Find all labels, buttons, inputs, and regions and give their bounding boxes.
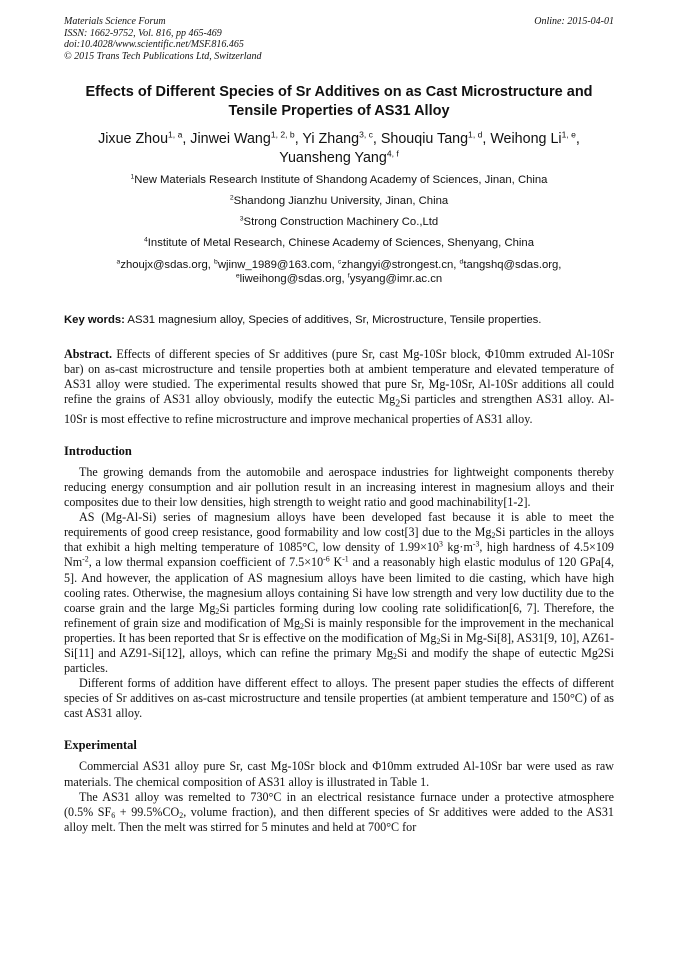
text-run: AS (Mg-Al-Si) series of magnesium alloys have been developed fast because it is able to meet the requirements of good creep resistance, good formability and low cost[3] due to the Mg [64, 510, 614, 540]
affiliation-number: 4 [144, 236, 148, 244]
author-name: Jinwei Wang [190, 131, 271, 147]
email-marker: c [337, 258, 342, 266]
text-run: , high hardness of 4.5×109 Nm [64, 540, 614, 570]
body-paragraph [64, 510, 614, 676]
email-address: tangshq@sdas.org, [463, 259, 562, 271]
text-run: Si particles and strengthen AS31 alloy. Al-10Sr is most effective to refine microstructure and improve mechanical properties of AS31 alloy. [64, 392, 614, 426]
subscript: 2 [393, 651, 397, 661]
doi-line: doi:10.4028/www.scientific.net/MSF.816.465 [64, 39, 244, 50]
text-run: , a low thermal expansion coefficient of 7.5×10 [88, 555, 324, 570]
text-run: , volume fraction), and then different species of Sr additives were added to the AS31 alloy melt. Then the melt was stirred for 5 minutes and held at 700°C for [64, 804, 614, 834]
keywords-label: Key words: [64, 314, 125, 326]
superscript: -3 [472, 539, 480, 549]
author-separator: , [294, 131, 303, 147]
text-run: K [329, 555, 343, 570]
email-address: ysyang@imr.ac.cn [349, 273, 443, 285]
abstract [64, 347, 614, 427]
superscript: -6 [323, 554, 330, 564]
section-heading: Introduction [64, 443, 132, 458]
superscript: 3 [439, 539, 443, 549]
email-address: zhoujx@sdas.org, [120, 259, 215, 271]
affiliation-list [64, 174, 614, 250]
affiliation-text: New Materials Research Institute of Shandong Academy of Sciences, Jinan, China [134, 174, 548, 186]
superscript: -1 [342, 554, 349, 564]
text-run: Si in Mg-Si[8], AS31[9, 10], AZ61-Si[11] and AZ91-Si[12], alloys, which can refine the primary Mg [64, 630, 614, 660]
email-marker: e [235, 272, 240, 280]
email-marker: b [214, 258, 218, 266]
affiliation-number: 1 [130, 173, 135, 181]
keywords [64, 313, 614, 327]
subscript: 2 [491, 531, 496, 541]
author-separator: , [575, 131, 580, 147]
author-list [64, 130, 614, 168]
email-address: wjinw_1989@163.com, [217, 259, 338, 271]
author-affil-marker: 1, d [468, 129, 483, 140]
author-affil-marker: 1, e [561, 129, 576, 140]
body-sections [64, 444, 614, 835]
author-name: Jixue Zhou [98, 131, 169, 147]
author-name: Yi Zhang [302, 131, 360, 147]
text-run: Si particles forming during low cooling rate solidification[6, 7]. Therefore, the refinement of grain size and modification of Mg [64, 600, 614, 630]
text-run: Si particles in the alloys that exhibit a high melting temperature of 1085°C, low density of 1.99×10 [64, 525, 614, 555]
text-run: Si and modify the shape of eutectic Mg2Si particles. [64, 646, 614, 676]
email-address: liweihong@sdas.org, [239, 273, 348, 285]
text-run: Effects of different species of Sr additives (pure Sr, cast Mg-10Sr block, Φ10mm extruded Al-10Sr bar) on as-cast microstructure and tensile properties both at ambient temperature and elevated temperature of AS31 alloy were studied. The experimental results showed that pure Sr, Mg-10Sr, Al-10Sr additions all could refine the grains of AS31 alloy obviously, modify the eutectic Mg [64, 347, 614, 407]
subscript: 2 [215, 606, 220, 616]
paper-title: Effects of Different Species of Sr Additives on as Cast Microstructure and Tensile Properties of AS31 Alloy [85, 84, 593, 119]
author-affil-marker: 1, 2, b [270, 129, 295, 140]
author-name: Weihong Li [490, 131, 562, 147]
superscript: -2 [82, 554, 89, 564]
author-affil-marker: 4, f [386, 148, 399, 159]
keywords-text: AS31 magnesium alloy, Species of additives, Sr, Microstructure, Tensile properties. [124, 314, 542, 326]
affiliation [64, 174, 614, 187]
author-name: Yuansheng Yang [279, 150, 387, 166]
subscript: 6 [111, 810, 116, 820]
text-run: The AS31 alloy was remelted to 730°C in an electrical resistance furnace under a protective atmosphere (0.5% SF [64, 789, 614, 819]
body-paragraph [64, 676, 614, 721]
email-list [64, 258, 614, 286]
affiliation-text: Strong Construction Machinery Co.,Ltd [243, 216, 439, 228]
affiliation [64, 195, 614, 208]
affiliation [64, 216, 614, 229]
author-affil-marker: 3, c [359, 129, 373, 140]
abstract-label: Abstract. [64, 347, 113, 361]
subscript: 2 [179, 810, 184, 820]
author-affil-marker: 1, a [168, 129, 183, 140]
author-name: Shouqiu Tang [380, 131, 469, 147]
affiliation-text: Shandong Jianzhu University, Jinan, China [233, 195, 449, 207]
email-marker: a [116, 258, 121, 266]
text-run: Commercial AS31 alloy pure Sr, cast Mg-10Sr block and Φ10mm extruded Al-10Sr bar were used as raw materials. The chemical composition of AS31 alloy is illustrated in Table 1. [64, 759, 614, 789]
text-run: and a reasonably high elastic modulus of 120 GPa[4, 5]. And however, the application of AS magnesium alloys have been limited to die casting, which have high cooling rates. Otherwise, the magnesium alloys containing Si have low strength and very low ductility due to the coarse grain and the large Mg [64, 555, 614, 615]
text-run: + 99.5%CO [115, 804, 180, 819]
text-run: Different forms of addition have different effect to alloys. The present paper studies the effects of different species of Sr additives on as-cast microstructure and tensile properties (at ambient temperature and 150°C) of as cast AS31 alloy. [64, 676, 614, 721]
text-run: Si is mainly responsible for the improvement in the mechanical properties. It has been reported that Sr is effective on the modification of Mg [64, 615, 615, 645]
body-paragraph [64, 790, 614, 835]
body-paragraph [64, 465, 614, 510]
affiliation-text: Institute of Metal Research, Chinese Academy of Sciences, Shenyang, China [147, 237, 534, 249]
journal-name: Materials Science Forum [64, 16, 166, 27]
author-separator: , [482, 131, 491, 147]
copyright-line: © 2015 Trans Tech Publications Ltd, Switzerland [64, 50, 262, 62]
online-date: Online: 2015-04-01 [534, 16, 614, 27]
body-paragraph [64, 759, 614, 789]
section-heading: Experimental [64, 738, 137, 753]
email-address: zhangyi@strongest.cn, [341, 259, 460, 271]
affiliation [64, 237, 614, 250]
journal-header [64, 16, 614, 62]
subscript: 2 [300, 621, 304, 631]
author-separator: , [372, 131, 381, 147]
affiliation-number: 2 [229, 194, 234, 202]
text-run: kg·m [442, 540, 473, 555]
email-marker: d [459, 258, 464, 266]
affiliation-number: 3 [239, 215, 244, 223]
subscript: 2 [436, 636, 441, 646]
subscript: 2 [395, 398, 401, 410]
email-marker: f [347, 272, 350, 280]
author-separator: , [182, 131, 191, 147]
issn-line: ISSN: 1662-9752, Vol. 816, pp 465-469 [64, 27, 222, 39]
text-run: The growing demands from the automobile and aerospace industries for lightweight components thereby reducing energy consumption and air pollution result in an increasing interest in magnesium alloys and their composites due to their low densities, high strength to weight ratio and good machinability[1-2]. [64, 464, 614, 510]
